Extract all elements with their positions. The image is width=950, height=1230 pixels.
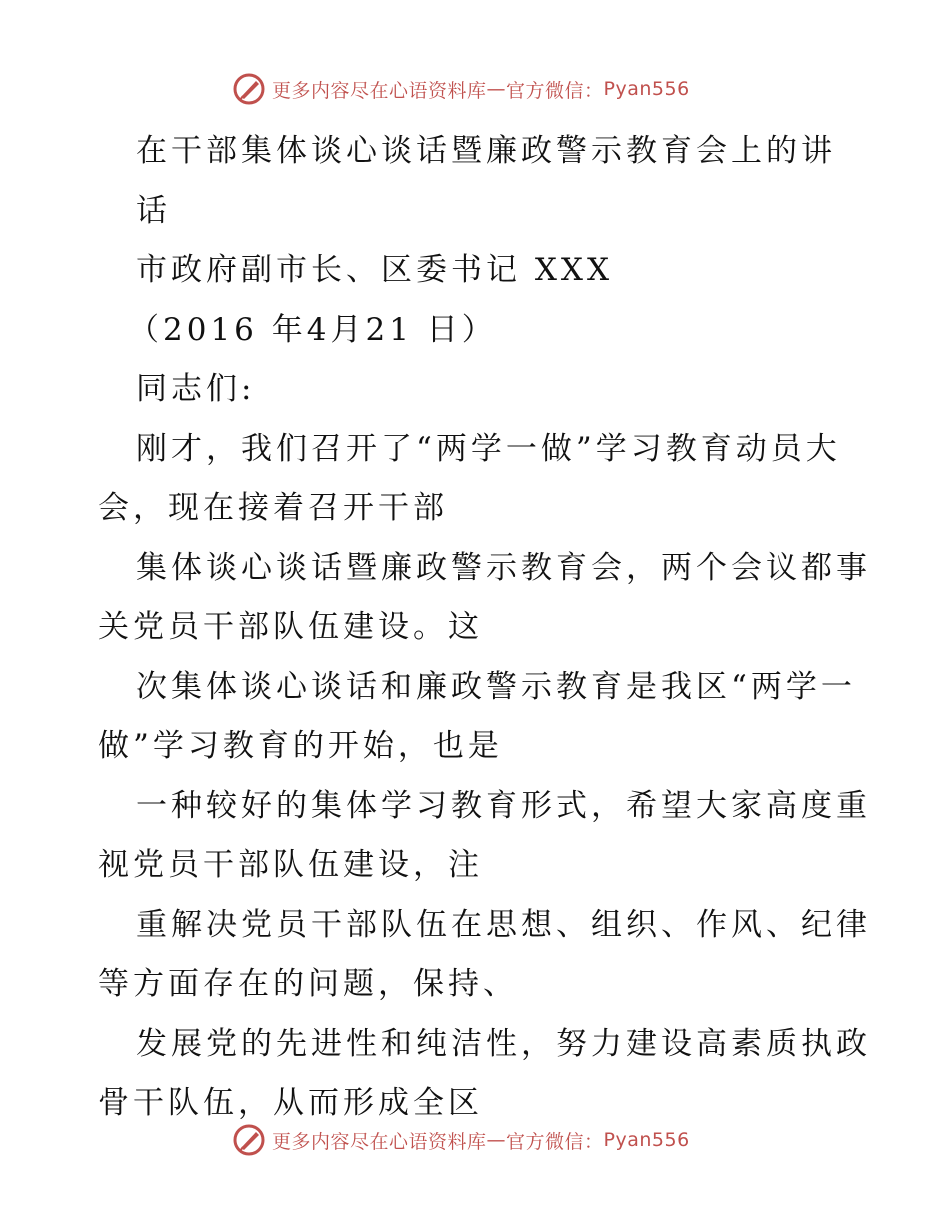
watermark-wechat-id: Pyan556 [603,78,690,100]
body-line: 关党员干部队伍建设。这 [98,609,483,645]
body-line: 集体谈心谈话暨廉政警示教育会，两个会议都事 [136,549,871,586]
date-line: （2016 年4月21 日） [128,311,497,348]
body-line: 刚才，我们召开了“两学一做”学习教育动员大 [136,430,841,467]
footer-watermark [232,1123,690,1157]
document-title-continued: 话 [136,192,171,229]
body-line: 骨干队伍，从而形成全区 [98,1085,483,1121]
quill-logo-icon [232,72,266,106]
body-line: 次集体谈心谈话和廉政警示教育是我区“两学一 [136,668,856,705]
speaker-line: 市政府副市长、区委书记 XXX [136,252,614,288]
watermark-text: 更多内容尽在心语资料库 [272,79,487,102]
watermark-wechat-label: 官方微信： [506,79,604,102]
watermark-separator: — [486,1129,507,1151]
quill-logo-icon [232,1123,266,1157]
body-line: 等方面存在的问题，保持、 [98,966,518,1002]
document-body [98,122,871,1134]
watermark-separator: — [486,78,507,100]
watermark-wechat-id: Pyan556 [603,1129,690,1151]
document-title: 在干部集体谈心谈话暨廉政警示教育会上的讲 [136,133,836,169]
watermark-wechat-label: 官方微信： [506,1130,604,1153]
header-watermark [232,72,690,106]
body-line: 一种较好的集体学习教育形式，希望大家高度重 [136,787,871,824]
body-line: 做”学习教育的开始，也是 [98,728,503,764]
watermark-text: 更多内容尽在心语资料库 [272,1130,487,1153]
body-line: 视党员干部队伍建设，注 [98,847,483,883]
body-line: 发展党的先进性和纯洁性，努力建设高素质执政 [136,1025,871,1062]
salutation: 同志们: [136,371,256,407]
body-line: 会，现在接着召开干部 [98,490,448,526]
body-line: 重解决党员干部队伍在思想、组织、作风、纪律 [136,906,871,943]
